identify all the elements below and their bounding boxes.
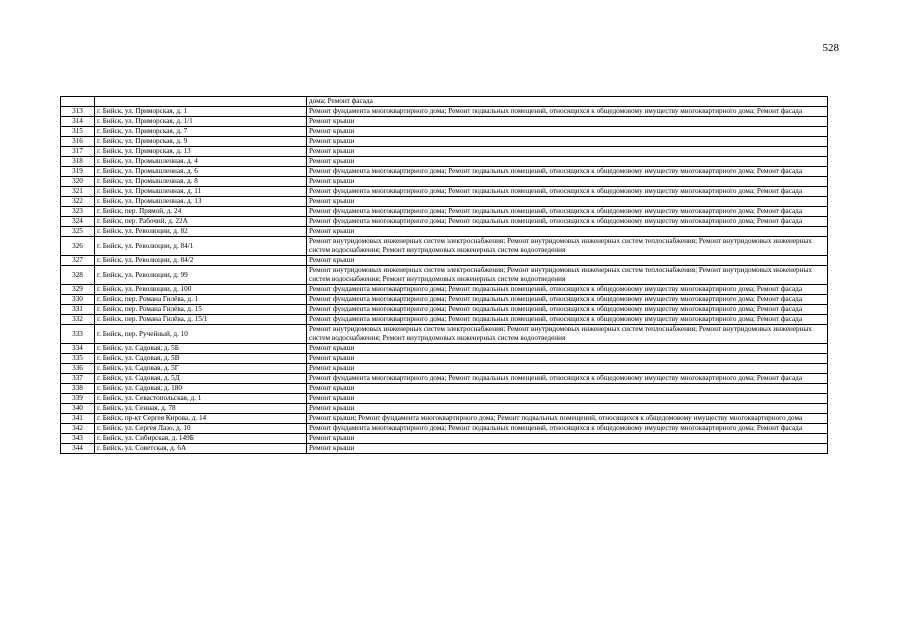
row-number: 328 xyxy=(61,266,95,285)
row-work-types: Ремонт внутридомовых инженерных систем электроснабжения; Ремонт внутридомовых инженерных систем теплоснабжения; Ремонт внутридомовых инженерных систем водоснабжения; Ремонт внутридомовых инженерных систем водоотведения xyxy=(307,325,828,344)
row-work-types: Ремонт фундамента многоквартирного дома; Ремонт подвальных помещений, относящихся к общедомовому имуществу многоквартирного дома; Ремонт фасада xyxy=(307,374,828,384)
table-row xyxy=(61,127,828,137)
row-number: 325 xyxy=(61,227,95,237)
row-number: 326 xyxy=(61,237,95,256)
row-work-types: Ремонт крыши xyxy=(307,434,828,444)
row-address: г. Бийск, ул. Приморская, д. 9 xyxy=(95,137,307,147)
row-address: г. Бийск, пер. Прямой, д. 24 xyxy=(95,207,307,217)
row-number: 341 xyxy=(61,414,95,424)
row-address: г. Бийск, ул. Революции, д. 99 xyxy=(95,266,307,285)
row-number: 342 xyxy=(61,424,95,434)
row-number: 340 xyxy=(61,404,95,414)
table-row xyxy=(61,177,828,187)
row-number: 314 xyxy=(61,117,95,127)
table-row xyxy=(61,237,828,256)
row-number: 344 xyxy=(61,444,95,454)
row-number: 334 xyxy=(61,344,95,354)
row-address: г. Бийск, ул. Сергея Лазо, д. 10 xyxy=(95,424,307,434)
table-row xyxy=(61,424,828,434)
row-work-types: Ремонт крыши; Ремонт фундамента многоквартирного дома; Ремонт подвальных помещений, относящихся к общедомовому имуществу многоквартирного дома xyxy=(307,414,828,424)
row-address: г. Бийск, ул. Сенная, д. 78 xyxy=(95,404,307,414)
row-number: 324 xyxy=(61,217,95,227)
row-address: г. Бийск, ул. Промышленная, д. 13 xyxy=(95,197,307,207)
table-row xyxy=(61,384,828,394)
row-work-types: Ремонт фундамента многоквартирного дома; Ремонт подвальных помещений, относящихся к общедомовому имуществу многоквартирного дома; Ремонт фасада xyxy=(307,187,828,197)
row-number: 322 xyxy=(61,197,95,207)
row-number: 333 xyxy=(61,325,95,344)
row-work-types: Ремонт внутридомовых инженерных систем электроснабжения; Ремонт внутридомовых инженерных систем теплоснабжения; Ремонт внутридомовых инженерных систем водоснабжения; Ремонт внутридомовых инженерных систем водоотведения xyxy=(307,237,828,256)
row-number: 317 xyxy=(61,147,95,157)
row-number: 330 xyxy=(61,295,95,305)
table-row xyxy=(61,187,828,197)
row-work-types: Ремонт фундамента многоквартирного дома; Ремонт подвальных помещений, относящихся к общедомовому имуществу многоквартирного дома; Ремонт фасада xyxy=(307,295,828,305)
row-address: г. Бийск, пр-кт Сергея Кирова, д. 14 xyxy=(95,414,307,424)
row-address xyxy=(95,97,307,107)
table-row xyxy=(61,207,828,217)
row-number: 315 xyxy=(61,127,95,137)
row-number: 337 xyxy=(61,374,95,384)
row-address: г. Бийск, ул. Садовая, д. 180 xyxy=(95,384,307,394)
row-number: 339 xyxy=(61,394,95,404)
row-address: г. Бийск, пер. Романа Гилёва, д. 1 xyxy=(95,295,307,305)
table-row xyxy=(61,404,828,414)
table-row xyxy=(61,414,828,424)
row-address: г. Бийск, ул. Промышленная, д. 11 xyxy=(95,187,307,197)
table-row xyxy=(61,444,828,454)
row-address: г. Бийск, ул. Садовая, д. 5В xyxy=(95,354,307,364)
row-work-types: Ремонт фундамента многоквартирного дома; Ремонт подвальных помещений, относящихся к общедомовому имуществу многоквартирного дома; Ремонт фасада xyxy=(307,315,828,325)
table-row xyxy=(61,315,828,325)
table-row xyxy=(61,157,828,167)
row-work-types: Ремонт крыши xyxy=(307,364,828,374)
row-work-types: Ремонт фундамента многоквартирного дома; Ремонт подвальных помещений, относящихся к общедомовому имуществу многоквартирного дома; Ремонт фасада xyxy=(307,285,828,295)
row-number: 318 xyxy=(61,157,95,167)
row-address: г. Бийск, ул. Революции, д. 84/1 xyxy=(95,237,307,256)
row-work-types: Ремонт крыши xyxy=(307,384,828,394)
row-address: г. Бийск, ул. Садовая, д. 5Г xyxy=(95,364,307,374)
row-work-types: Ремонт фундамента многоквартирного дома; Ремонт подвальных помещений, относящихся к общедомовому имуществу многоквартирного дома; Ремонт фасада xyxy=(307,107,828,117)
row-address: г. Бийск, ул. Севастопольская, д. 1 xyxy=(95,394,307,404)
row-number: 343 xyxy=(61,434,95,444)
row-work-types: Ремонт крыши xyxy=(307,344,828,354)
row-number: 327 xyxy=(61,256,95,266)
row-work-types: Ремонт крыши xyxy=(307,197,828,207)
row-address: г. Бийск, ул. Приморская, д. 7 xyxy=(95,127,307,137)
row-number: 335 xyxy=(61,354,95,364)
row-number: 319 xyxy=(61,167,95,177)
row-work-types: Ремонт крыши xyxy=(307,354,828,364)
row-number: 320 xyxy=(61,177,95,187)
table-row xyxy=(61,167,828,177)
table-row xyxy=(61,394,828,404)
row-work-types: Ремонт фундамента многоквартирного дома; Ремонт подвальных помещений, относящихся к общедомовому имуществу многоквартирного дома; Ремонт фасада xyxy=(307,305,828,315)
row-address: г. Бийск, ул. Приморская, д. 1/1 xyxy=(95,117,307,127)
row-number: 329 xyxy=(61,285,95,295)
row-work-types: Ремонт фундамента многоквартирного дома; Ремонт подвальных помещений, относящихся к общедомовому имуществу многоквартирного дома; Ремонт фасада xyxy=(307,167,828,177)
row-number xyxy=(61,97,95,107)
row-work-types: Ремонт крыши xyxy=(307,117,828,127)
repair-registry-table xyxy=(60,96,828,454)
row-work-types: Ремонт крыши xyxy=(307,394,828,404)
row-address: г. Бийск, ул. Садовая, д. 5Д xyxy=(95,374,307,384)
table-row xyxy=(61,137,828,147)
row-address: г. Бийск, ул. Промышленная, д. 8 xyxy=(95,177,307,187)
table-row xyxy=(61,147,828,157)
row-number: 323 xyxy=(61,207,95,217)
registry-body xyxy=(61,97,828,454)
row-work-types: Ремонт фундамента многоквартирного дома; Ремонт подвальных помещений, относящихся к общедомовому имуществу многоквартирного дома; Ремонт фасада xyxy=(307,207,828,217)
table-row xyxy=(61,364,828,374)
table-row xyxy=(61,285,828,295)
row-number: 321 xyxy=(61,187,95,197)
table-row xyxy=(61,305,828,315)
row-work-types: Ремонт крыши xyxy=(307,444,828,454)
row-number: 313 xyxy=(61,107,95,117)
page-number: 528 xyxy=(822,42,839,54)
table-row xyxy=(61,197,828,207)
table-row xyxy=(61,344,828,354)
row-address: г. Бийск, ул. Революции, д. 82 xyxy=(95,227,307,237)
table-row xyxy=(61,434,828,444)
row-address: г. Бийск, пер. Романа Гилёва, д. 15 xyxy=(95,305,307,315)
row-work-types: дома; Ремонт фасада xyxy=(307,97,828,107)
row-address: г. Бийск, пер. Рабочий, д. 22А xyxy=(95,217,307,227)
row-work-types: Ремонт внутридомовых инженерных систем электроснабжения; Ремонт внутридомовых инженерных систем теплоснабжения; Ремонт внутридомовых инженерных систем водоснабжения; Ремонт внутридомовых инженерных систем водоотведения xyxy=(307,266,828,285)
table-row xyxy=(61,374,828,384)
row-number: 316 xyxy=(61,137,95,147)
table-row xyxy=(61,266,828,285)
table-row xyxy=(61,227,828,237)
row-address: г. Бийск, пер. Ручейный, д. 10 xyxy=(95,325,307,344)
row-address: г. Бийск, ул. Садовая, д. 5Б xyxy=(95,344,307,354)
row-address: г. Бийск, ул. Приморская, д. 13 xyxy=(95,147,307,157)
row-work-types: Ремонт крыши xyxy=(307,157,828,167)
table-row xyxy=(61,107,828,117)
row-work-types: Ремонт крыши xyxy=(307,404,828,414)
row-address: г. Бийск, ул. Советская, д. 6А xyxy=(95,444,307,454)
row-address: г. Бийск, ул. Революции, д. 100 xyxy=(95,285,307,295)
table-row xyxy=(61,295,828,305)
row-work-types: Ремонт крыши xyxy=(307,137,828,147)
row-number: 331 xyxy=(61,305,95,315)
row-address: г. Бийск, ул. Революции, д. 84/2 xyxy=(95,256,307,266)
row-work-types: Ремонт фундамента многоквартирного дома; Ремонт подвальных помещений, относящихся к общедомовому имуществу многоквартирного дома; Ремонт фасада xyxy=(307,424,828,434)
row-number: 336 xyxy=(61,364,95,374)
table-row xyxy=(61,217,828,227)
row-work-types: Ремонт крыши xyxy=(307,127,828,137)
table-row xyxy=(61,256,828,266)
row-number: 338 xyxy=(61,384,95,394)
row-work-types: Ремонт крыши xyxy=(307,227,828,237)
row-address: г. Бийск, ул. Приморская, д. 1 xyxy=(95,107,307,117)
row-address: г. Бийск, ул. Промышленная, д. 4 xyxy=(95,157,307,167)
row-address: г. Бийск, ул. Промышленная, д. 6 xyxy=(95,167,307,177)
row-address: г. Бийск, пер. Романа Гилёва, д. 15/1 xyxy=(95,315,307,325)
table-row xyxy=(61,325,828,344)
table-row xyxy=(61,97,828,107)
row-address: г. Бийск, ул. Сибирская, д. 149Б xyxy=(95,434,307,444)
row-work-types: Ремонт фундамента многоквартирного дома; Ремонт подвальных помещений, относящихся к общедомовому имуществу многоквартирного дома; Ремонт фасада xyxy=(307,217,828,227)
row-work-types: Ремонт крыши xyxy=(307,177,828,187)
row-work-types: Ремонт крыши xyxy=(307,256,828,266)
table-row xyxy=(61,354,828,364)
row-work-types: Ремонт крыши xyxy=(307,147,828,157)
table-row xyxy=(61,117,828,127)
row-number: 332 xyxy=(61,315,95,325)
